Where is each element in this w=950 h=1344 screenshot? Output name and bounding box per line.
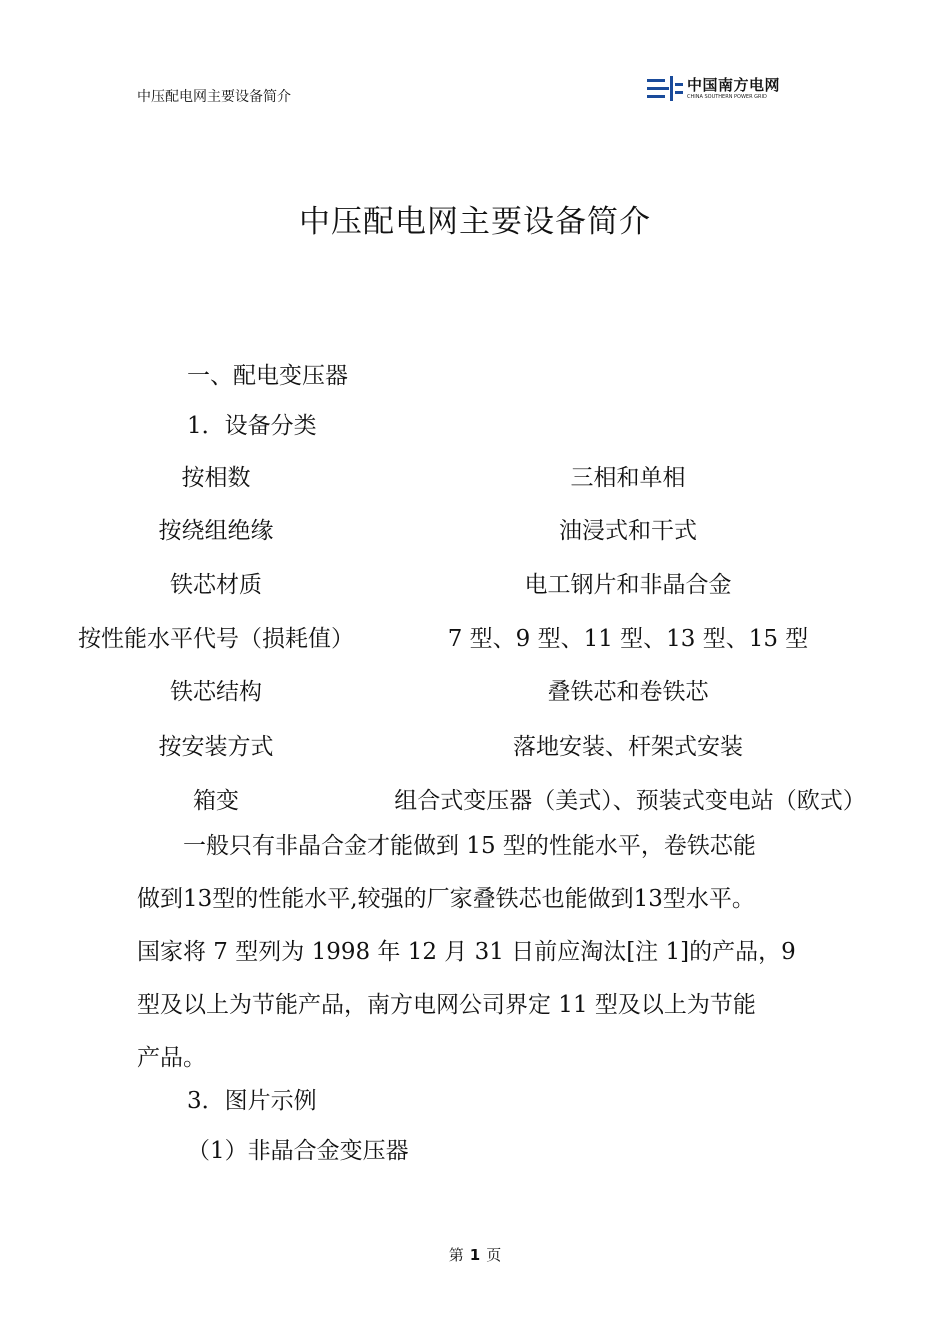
classification-label: 箱变 xyxy=(193,788,239,814)
footer-prefix: 第 xyxy=(448,1246,464,1264)
power-grid-logo-icon xyxy=(645,73,685,104)
paragraph-line: 国家将 7 型列为 1998 年 12 月 31 日前应淘汰[注 1]的产品，9 xyxy=(137,939,796,965)
footer-suffix: 页 xyxy=(486,1246,502,1264)
subsection-heading: 3．图片示例 xyxy=(187,1088,317,1114)
logo-text-cn: 中国南方电网 xyxy=(687,75,781,94)
page-footer xyxy=(0,1244,950,1265)
subsection-heading: 1．设备分类 xyxy=(187,413,317,439)
paragraph-line: 产品。 xyxy=(137,1045,206,1071)
classification-value: 叠铁芯和卷铁芯 xyxy=(547,679,709,705)
page-header-title: 中压配电网主要设备简介 xyxy=(137,89,291,105)
classification-label: 按性能水平代号（损耗值） xyxy=(78,626,354,652)
classification-label: 按相数 xyxy=(181,465,251,491)
subsection-item: （1）非晶合金变压器 xyxy=(187,1138,409,1164)
paragraph-line: 一般只有非晶合金才能做到 15 型的性能水平，卷铁芯能 xyxy=(137,833,756,859)
classification-label: 铁芯材质 xyxy=(170,572,262,598)
classification-label: 铁芯结构 xyxy=(170,679,262,705)
page-number: 1 xyxy=(469,1246,481,1264)
classification-value: 三相和单相 xyxy=(570,465,686,491)
classification-value: 油浸式和干式 xyxy=(559,518,697,544)
paragraph-line: 做到13型的性能水平,较强的厂家叠铁芯也能做到13型水平。 xyxy=(137,886,755,912)
classification-value: 组合式变压器（美式）、预装式变电站（欧式） xyxy=(394,788,866,814)
classification-value: 落地安装、杆架式安装 xyxy=(513,734,743,760)
classification-label: 按安装方式 xyxy=(158,734,274,760)
logo-text-en: CHINA SOUTHERN POWER GRID xyxy=(687,93,767,100)
body-paragraph xyxy=(137,820,827,1085)
classification-label: 按绕组绝缘 xyxy=(158,518,274,544)
section-heading: 一、配电变压器 xyxy=(187,363,348,389)
classification-value: 7 型、9 型、11 型、13 型、15 型 xyxy=(447,626,809,652)
paragraph-line: 型及以上为节能产品，南方电网公司界定 11 型及以上为节能 xyxy=(137,992,756,1018)
classification-value: 电工钢片和非晶合金 xyxy=(524,572,732,598)
company-logo xyxy=(645,73,795,104)
document-title: 中压配电网主要设备简介 xyxy=(299,204,651,240)
